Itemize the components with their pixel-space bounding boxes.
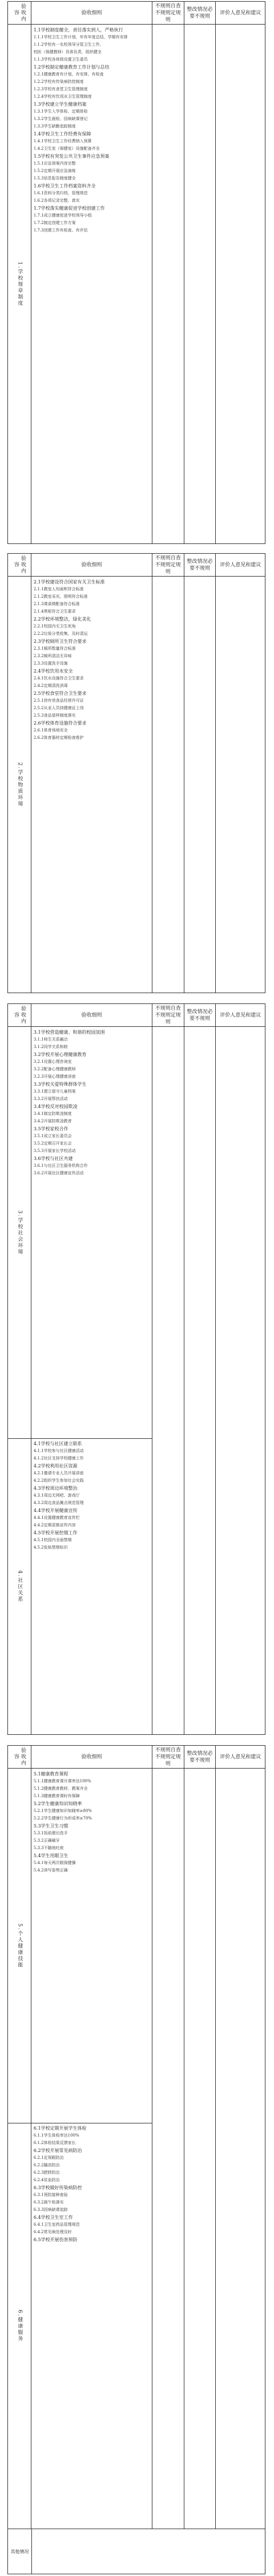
header-self-check: 不规则自查不规则定规则: [152, 554, 184, 576]
form-page-4: [7, 1745, 265, 2529]
header-content: 验收内容: [8, 554, 31, 576]
detail-line: 3.6.2开展社区健康宣传活动: [33, 1171, 84, 1175]
detail-line: 1.1学校制度健全，责任落实到人，严格执行: [33, 27, 123, 33]
header-content: 验收内容: [8, 1746, 31, 1768]
header-self-check: 不规则自查不规则定规则: [152, 1004, 184, 1026]
detail-line: 2.4.2定期清洗消毒: [33, 683, 68, 688]
form-page-1: [7, 1, 265, 544]
detail-line: 4.3.2周边食品摊点规范管理: [33, 1501, 84, 1505]
header-content: 验收内容: [8, 1004, 31, 1026]
category-cell: [8, 2123, 31, 2529]
footer-label: 其他情况: [8, 2529, 32, 2574]
section-row: [8, 577, 265, 993]
details-cell: [31, 1769, 152, 2123]
detail-line: 6.3学校做好传染病防控: [33, 2185, 82, 2190]
section-row: [8, 25, 265, 543]
section-row: [8, 1027, 265, 1438]
details-cell: [31, 1438, 152, 1734]
header-rectification: 整改情况必要不规则: [184, 1004, 216, 1026]
header-details: 验收细则: [31, 1004, 152, 1026]
table-header: [8, 2, 265, 25]
detail-line: 6.4.1卫生室药品管理规范: [33, 2222, 80, 2227]
detail-line: 3.4.2开展防欺凌教育: [33, 1119, 72, 1123]
detail-line: 1.1.1学校卫生工作计划，年有年度总结，学期有安排: [33, 35, 128, 39]
detail-line: 1.1.3学校各班级设置卫生委员: [33, 57, 88, 62]
category-label: 4.社区关系: [17, 1570, 23, 1603]
header-self-check: 不规则自查不规则定规则: [152, 2, 184, 24]
detail-line: 4.2.2组织学生参加社会实践: [33, 1478, 84, 1483]
self-check-cell[interactable]: [152, 25, 184, 543]
detail-line: 2.3学校厕所卫生符合要求: [33, 639, 87, 644]
detail-line: 2.1.3课桌椅配备符合标准: [33, 602, 80, 606]
detail-line: 2.5.1持有效食品经营许可证: [33, 698, 84, 703]
footer-notes-cell[interactable]: [32, 2529, 265, 2574]
detail-line: 3.2.2配备心理健康教师: [33, 1067, 76, 1071]
detail-line: 2.6.2体育器材定期检查维护: [33, 735, 84, 740]
detail-line: 6.3.1预防接种查验: [33, 2193, 68, 2197]
detail-line: 5.4.1每天两次眼保健操: [33, 1861, 76, 1865]
detail-line: 3.1学校营造健康、和谐的校园氛围: [33, 1030, 105, 1035]
header-rectification: 整改情况必要不规则: [184, 554, 216, 576]
detail-line: 5.1.2健康教育教材、教案齐全: [33, 1786, 88, 1791]
detail-line: 3.6学校与社区共建: [33, 1156, 73, 1161]
detail-line: 1.2.2学校有传染病防控制度: [33, 79, 84, 84]
detail-line: 2.3.3设置洗手设施: [33, 661, 68, 666]
evaluation-cell[interactable]: [216, 1027, 265, 1438]
detail-line: 6.5学校开展伤害预防: [33, 2237, 78, 2242]
header-content: 验收内容: [8, 2, 31, 24]
detail-line: 4.3学校周边环境整治: [33, 1486, 78, 1491]
detail-line: 1.4.2卫生室（保健室）设施配备齐全: [33, 146, 100, 151]
detail-line: 3.3学校关爱特殊群体学生: [33, 1082, 87, 1087]
detail-line: 3.2.3开展心理健康讲座: [33, 1074, 76, 1079]
header-evaluation: 评价人意见和建议: [220, 562, 261, 568]
detail-line: 6.2.1近视眼防治: [33, 2155, 64, 2160]
header-evaluation: 评价人意见和建议: [220, 1754, 261, 1760]
detail-line: 1.4学校卫生工作经费有保障: [33, 131, 91, 137]
detail-line: 1.5.2定期开展应急演练: [33, 169, 76, 173]
section-row: [8, 1769, 265, 2123]
detail-line: 1.4.1学校卫生工作经费纳入预算: [33, 139, 92, 143]
rectification-cell[interactable]: [184, 25, 216, 543]
detail-line: 1.5学校有突发公共卫生事件应急预案: [33, 154, 110, 159]
detail-line: 4.3.1周边无网吧、游戏厅: [33, 1493, 80, 1498]
detail-line: 5.1.3健康教育课时有保障: [33, 1794, 80, 1798]
rectification-cell[interactable]: [184, 2123, 216, 2529]
detail-line: 1.7学校落实健康促进学校创建工作: [33, 206, 105, 211]
detail-line: 6.1.2体检结果反馈家长: [33, 2141, 76, 2145]
category-cell: [8, 1438, 31, 1734]
detail-line: 6.4学校卫生室工作: [33, 2215, 73, 2220]
detail-line: 1.6.1资料分类归档，管理规范: [33, 191, 88, 195]
detail-line: 4.4学校开展健康宣传: [33, 1508, 78, 1513]
self-check-cell[interactable]: [152, 2123, 184, 2529]
footer-row: [7, 2529, 265, 2574]
detail-line: 2.2.2垃圾分类收集，及时清运: [33, 631, 88, 636]
detail-line: 4.1.1学校参与社区健康活动: [33, 1449, 84, 1453]
detail-line: 1.2.1健康教育有计划、有安排、有检查: [33, 72, 104, 77]
detail-line: 5.3.1饭前便后洗手: [33, 1831, 68, 1835]
category-cell: [8, 25, 31, 543]
detail-line: 4.2.1邀请专业人员开展讲座: [33, 1471, 84, 1475]
evaluation-cell[interactable]: [216, 1769, 265, 2123]
category-label: 5.个人健康技能: [17, 1923, 23, 1969]
detail-line: 5.1.1健康教育课开课率达100%: [33, 1779, 91, 1783]
detail-line: 2.5学校食堂符合卫生要求: [33, 691, 87, 696]
header-evaluation: 评价人意见和建议: [220, 1012, 261, 1018]
category-cell: [8, 577, 31, 993]
evaluation-cell[interactable]: [216, 25, 265, 543]
detail-line: 2.5.2从业人员持健康证上岗: [33, 706, 84, 710]
detail-line: 5.2学生健康知识知晓率: [33, 1801, 82, 1806]
detail-line: 6.3.2晨午检落实: [33, 2200, 64, 2205]
section-row: [8, 1438, 265, 1734]
detail-line: 1.5.3信息报告制度健全: [33, 176, 76, 181]
self-check-cell[interactable]: [152, 1769, 184, 2123]
category-label: 3.学校社会环境: [17, 1210, 23, 1255]
detail-line: 1.2.4学校有饮用水卫生管理制度: [33, 94, 92, 99]
evaluation-cell[interactable]: [216, 2123, 265, 2529]
detail-line: 3.6.1与社区卫生服务机构合作: [33, 1163, 88, 1168]
rectification-cell[interactable]: [184, 577, 216, 993]
detail-line: 2.5.3食品留样制度落实: [33, 713, 76, 718]
detail-line: 5.3.3不随地吐痰: [33, 1846, 64, 1850]
details-cell: [31, 577, 152, 993]
detail-line: 3.2学校开展心理健康教育: [33, 1052, 87, 1057]
detail-line: 4.1.2社区支持学校健康工作: [33, 1456, 84, 1461]
evaluation-cell[interactable]: [216, 1438, 265, 1734]
detail-line: 1.3学校建立学生健康档案: [33, 102, 87, 107]
table-header: [8, 1746, 265, 1769]
detail-line: 6.1学校定期开展学生体检: [33, 2126, 87, 2131]
detail-line: 6.2.4贫血防治: [33, 2178, 60, 2182]
detail-line: 1.2.3学校有食堂卫生管理制度: [33, 87, 88, 91]
detail-line: 4.5.2张贴禁烟标识: [33, 1545, 68, 1550]
detail-line: 3.3.2开展帮扶活动: [33, 1097, 68, 1101]
header-details: 验收细则: [31, 554, 152, 576]
detail-line: 4.1学校与社区建立联系: [33, 1441, 82, 1446]
detail-line: 3.4学校反对校园欺凌: [33, 1104, 78, 1109]
category-label: 1.学校规章制度: [17, 261, 23, 307]
category-cell: [8, 1027, 31, 1438]
detail-line: 1.2学校制定健康教育工作计划与总结: [33, 65, 110, 70]
rectification-cell[interactable]: [184, 1027, 216, 1438]
detail-line: 1.3.2学生晨检、因病缺课登记: [33, 117, 88, 121]
detail-line: 2.3.2厕所清洁无异味: [33, 654, 72, 658]
detail-line: 2.1学校建设符合国家有关卫生标准: [33, 579, 105, 585]
detail-line: 3.5.1成立家长委员会: [33, 1134, 72, 1138]
inspection-form: [7, 0, 265, 2576]
detail-line: 2.4.1饮水设施符合卫生要求: [33, 676, 84, 681]
header-rectification: 整改情况必要不规则: [184, 2, 216, 24]
detail-line: 4.5学校开展控烟工作: [33, 1530, 78, 1535]
detail-line: 1.7.2制定创建工作方案: [33, 221, 76, 225]
detail-line: 4.4.2定期更换宣传内容: [33, 1523, 76, 1527]
category-label: 6.健康服务: [17, 2309, 23, 2342]
category-label: 2.学校物质环境: [17, 762, 23, 807]
detail-line: 1.5.1应急预案内容完整: [33, 161, 76, 166]
self-check-cell[interactable]: [152, 577, 184, 993]
detail-line: 5.2.2学生健康行为形成率≥70%: [33, 1816, 92, 1821]
detail-line: 2.1.1教室人均面积符合标准: [33, 587, 84, 591]
header-details: 验收细则: [31, 1746, 152, 1768]
detail-line: 3.5.3开展家长学校活动: [33, 1149, 76, 1153]
detail-line: 1.3.3学生缺勤追踪制度: [33, 124, 76, 129]
detail-line: 2.6.1体育场地安全: [33, 728, 68, 733]
details-cell: [31, 1027, 152, 1438]
detail-line: 1.6学校卫生工作档案资料齐全: [33, 183, 96, 189]
rectification-cell[interactable]: [184, 1438, 216, 1734]
detail-line: 1.6.2各项记录完整、真实: [33, 198, 80, 203]
detail-line: 5.4学生用眼卫生: [33, 1853, 68, 1858]
details-cell: [31, 25, 152, 543]
form-page-2: [7, 553, 265, 993]
detail-line: 3.5.2定期召开家长会: [33, 1141, 72, 1146]
section-row: [8, 2123, 265, 2529]
header-evaluation: 评价人意见和建议: [220, 10, 261, 16]
detail-line: 4.5.1校园内全面禁烟: [33, 1538, 72, 1542]
form-page-3: [7, 1003, 265, 1735]
detail-line: 2.6学校体育设施符合要求: [33, 721, 87, 726]
detail-line: 3.3.1建立留守儿童档案: [33, 1089, 76, 1094]
self-check-cell[interactable]: [152, 1438, 184, 1734]
table-header: [8, 554, 265, 577]
detail-line: 3.5学校家校合作: [33, 1126, 68, 1131]
detail-line: 1.7.1成立健康促进学校领导小组: [33, 213, 92, 218]
detail-line: 6.2.3肥胖防治: [33, 2170, 60, 2175]
detail-line: 4.4.1设置健康教育宣传栏: [33, 1515, 80, 1520]
header-self-check: 不规则自查不规则定规则: [152, 1746, 184, 1768]
detail-line: 6.2学校开展常见病防治: [33, 2148, 82, 2153]
table-header: [8, 1004, 265, 1027]
detail-line: 3.1.1师生关系融洽: [33, 1037, 68, 1042]
header-details: 验收细则: [31, 2, 152, 24]
detail-line: 2.3.1厕所数量符合标准: [33, 646, 76, 651]
detail-line: 4.2学校利用社区资源: [33, 1463, 78, 1469]
detail-line: 5.4.2读写姿势正确: [33, 1868, 68, 1873]
detail-line: 3.1.2同学关系和睦: [33, 1045, 68, 1049]
detail-line: 2.4学校饮用水安全: [33, 669, 73, 674]
detail-line: 2.1.4黑板符合卫生要求: [33, 609, 76, 614]
detail-line: 2.2.1校园内无卫生死角: [33, 624, 76, 629]
detail-line: 6.4.2常见病处理及时: [33, 2230, 72, 2234]
detail-line: 3.4.1制定防欺凌制度: [33, 1111, 72, 1116]
detail-line: 6.1.1学生体检率达100%: [33, 2133, 79, 2138]
detail-line: 2.2学校环境整洁，绿化美化: [33, 617, 91, 622]
detail-line: 2.1.2教室采光、照明符合标准: [33, 594, 88, 599]
header-rectification: 整改情况必要不规则: [184, 1746, 216, 1768]
detail-line: 6.3.3因病缺课追踪: [33, 2207, 68, 2212]
detail-line: 1.1.2学校有一名校领导分管卫生工作，: [33, 42, 104, 47]
detail-line: 3.2.1设置心理咨询室: [33, 1059, 72, 1064]
details-cell: [31, 2123, 152, 2529]
detail-line: 5.3.2正确刷牙: [33, 1838, 60, 1843]
category-cell: [8, 1769, 31, 2123]
rectification-cell[interactable]: [184, 1769, 216, 2123]
detail-line: 5.2.1学生健康知识知晓率≥80%: [33, 1809, 92, 1813]
detail-line: 校医（保健教师）具体负责，组织健全: [33, 50, 102, 54]
self-check-cell[interactable]: [152, 1027, 184, 1438]
evaluation-cell[interactable]: [216, 577, 265, 993]
detail-line: 6.2.2龋齿防治: [33, 2163, 60, 2167]
detail-line: 5.1健康教育课程: [33, 1771, 68, 1777]
detail-line: 5.3学生卫生习惯: [33, 1823, 68, 1829]
detail-line: 1.3.1学生入学体检、定期体检: [33, 109, 88, 114]
detail-line: 1.7.3创建工作有检查、有评估: [33, 228, 88, 233]
